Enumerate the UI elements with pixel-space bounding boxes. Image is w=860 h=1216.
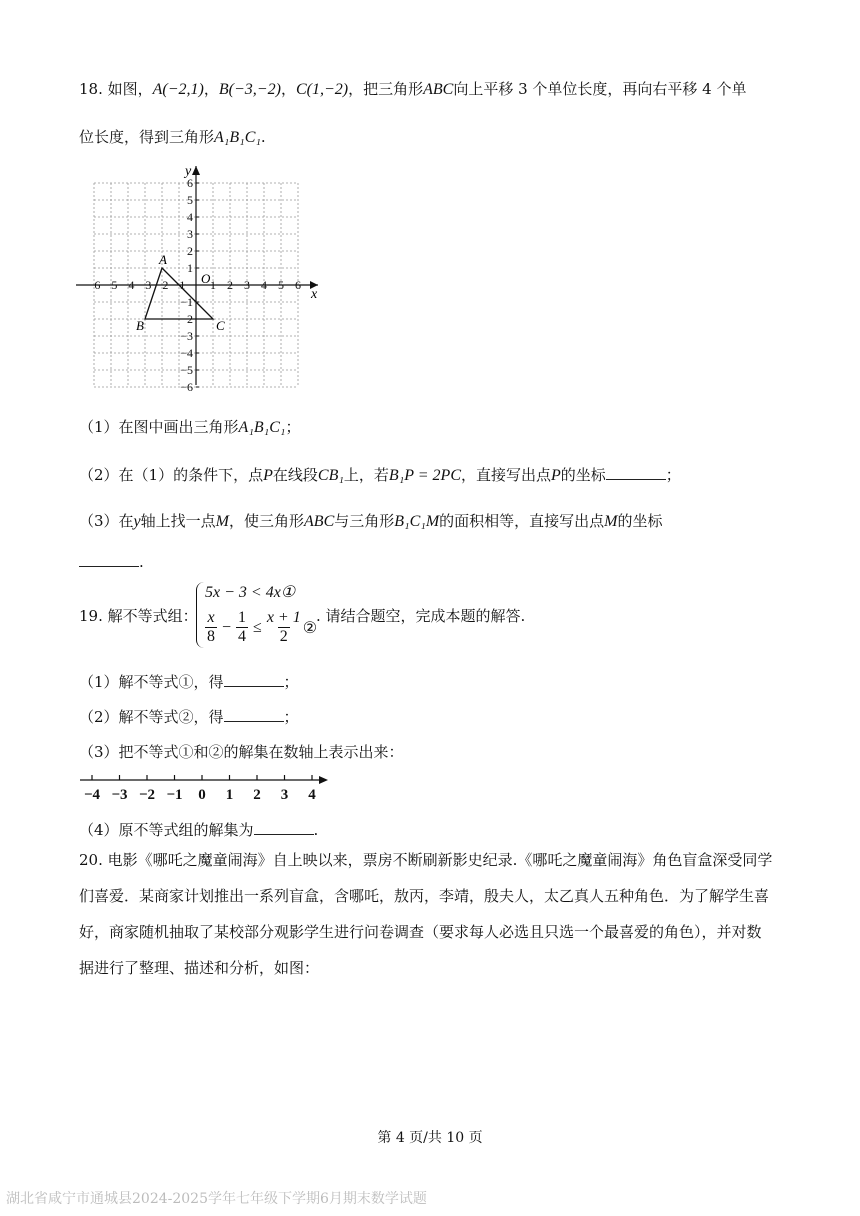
q19-part1 [79, 670, 299, 694]
q19-part3: （3）把不等式①和②的解集在数轴上表示出来： [79, 743, 404, 761]
text: ； [283, 708, 299, 726]
text: 的坐标 [617, 512, 663, 530]
y-tick-label: 1 [187, 261, 193, 275]
number-line-label: −3 [111, 787, 128, 803]
text: 上，若 [343, 466, 389, 484]
q18-line1: 18. 如图，A(−2,1)，B(−3,−2)，C(1,−2)，把三角形ABC向上平移 3 个单位长度，再向右平移 4 个单 [79, 80, 747, 98]
y-tick-label: 3 [187, 227, 193, 241]
x-tick-label: −2 [155, 278, 169, 292]
point-p: P [263, 467, 273, 484]
x-tick-label: 3 [244, 278, 250, 292]
number-line-label: −2 [138, 787, 156, 803]
text: ； [285, 418, 301, 436]
q19-part4 [79, 818, 318, 842]
q18-line2 [79, 125, 266, 150]
origin-label: O [201, 271, 211, 286]
text: . [260, 128, 266, 146]
text: 向上平移 3 个单位长度，再向右平移 4 个单 [453, 80, 747, 98]
minus-sign: − [222, 618, 232, 636]
text: （1）在图中画出三角形 [79, 418, 239, 436]
y-tick-label: −4 [180, 346, 193, 360]
y-tick-label: 6 [187, 176, 193, 190]
text: 如图， [107, 80, 153, 98]
x-tick-label: −1 [172, 278, 186, 292]
y-tick-label: 5 [187, 193, 193, 207]
text: ； [665, 466, 681, 484]
text: （2）在（1）的条件下，点 [79, 466, 264, 484]
triangle-name: B₁C₁M [394, 513, 440, 530]
q18-part1 [79, 415, 300, 440]
y-axis-label: y [185, 164, 192, 179]
y-tick-label: −2 [180, 312, 193, 326]
coordinate-grid-figure [74, 158, 334, 394]
fraction [236, 609, 248, 646]
y-tick-label: −1 [180, 295, 193, 309]
denominator: 4 [238, 628, 247, 645]
answer-blank[interactable] [606, 465, 666, 480]
number-line-label: −1 [166, 787, 183, 803]
text: （1）解不等式①，得 [79, 673, 224, 691]
point-b: B(−3,−2) [218, 81, 281, 98]
text: ，把三角形 [348, 80, 424, 98]
page-footer: 第 4 页/共 10 页 [377, 1130, 483, 1146]
label-a: A [159, 252, 167, 267]
question-number: 18. [79, 80, 103, 98]
text: 的坐标 [560, 466, 606, 484]
y-tick-label: −6 [180, 380, 193, 394]
inequality-2 [205, 609, 317, 646]
y-tick-label: −5 [180, 363, 193, 377]
x-tick-label: −6 [87, 278, 101, 292]
x-tick-label: −4 [121, 278, 135, 292]
triangle-name: A₁B₁C₁ [214, 129, 261, 146]
number-line-label: 4 [308, 787, 316, 803]
text: ； [283, 673, 299, 691]
number-line-label: 2 [253, 787, 261, 803]
denominator: 2 [279, 628, 288, 645]
answer-blank[interactable] [224, 672, 284, 687]
triangle-name: ABC [423, 81, 454, 98]
answer-blank[interactable] [79, 552, 139, 567]
axis-name: y [133, 513, 141, 530]
q20-line4: 据进行了整理、描述和分析，如图： [79, 959, 320, 977]
x-tick-label: −3 [138, 278, 152, 292]
equation: B₁P = 2PC [388, 467, 461, 484]
numerator: 1 [238, 609, 247, 626]
point-c: C(1,−2) [295, 81, 349, 98]
x-tick-label: 1 [210, 278, 216, 292]
x-tick-label: 6 [295, 278, 301, 292]
y-tick-label: 4 [187, 210, 193, 224]
watermark: 湖北省咸宁市通城县2024-2025学年七年级下学期6月期末数学试题 [6, 1191, 427, 1207]
axes [76, 166, 318, 385]
numerator: x [207, 609, 215, 626]
x-tick-label: 5 [278, 278, 284, 292]
text: ，使三角形 [229, 512, 305, 530]
x-tick-label: 2 [227, 278, 233, 292]
text: （4）原不等式组的解集为 [79, 821, 254, 839]
q20-line1: 20. 电影《哪吒之魔童闹海》自上映以来，票房不断刷新影史纪录.《哪吒之魔童闹海》角色盲盒深受同学 [79, 851, 773, 869]
text: 在线段 [272, 466, 318, 484]
denominator: 8 [207, 628, 215, 645]
number-line [76, 768, 336, 804]
point-m: M [215, 513, 229, 530]
text: . [313, 821, 319, 839]
q19-instruction: . 请结合题空，完成本题的解答. [316, 607, 526, 625]
arrow-icon [319, 776, 328, 784]
text: . [139, 553, 144, 571]
number-line-label: 1 [225, 787, 234, 803]
q18-part2 [79, 463, 681, 488]
text: （3）在 [79, 512, 134, 530]
segment: CB₁ [317, 467, 344, 484]
y-tick-label: −3 [180, 329, 193, 343]
triangle-name: A₁B₁C₁ [238, 419, 286, 436]
answer-blank[interactable] [254, 820, 314, 835]
y-arrow-icon [192, 166, 200, 175]
x-tick-label: −5 [104, 278, 118, 292]
point-p: P [551, 467, 561, 484]
text: 的面积相等，直接写出点 [439, 512, 605, 530]
q20-line2: 们喜爱．某商家计划推出一系列盲盒，含哪吒，敖丙，李靖，殷夫人，太乙真人五种角色．为了解学生喜 [79, 887, 770, 905]
number-line-ticks [84, 775, 316, 803]
text: ，直接写出点 [460, 466, 551, 484]
numerator: x + 1 [266, 609, 301, 626]
q18-part3 [79, 509, 663, 534]
fraction [267, 609, 301, 646]
q20-line3: 好，商家随机抽取了某校部分观影学生进行问卷调查（要求每人必选且只选一个最喜爱的角色），并对数 [79, 923, 762, 941]
number-line-label: 3 [280, 787, 289, 803]
text: 轴上找一点 [140, 512, 216, 530]
inequality-1: 5x − 3 < 4x① [205, 584, 296, 601]
point-a: A(−2,1) [152, 81, 204, 98]
fraction [205, 609, 217, 646]
label-b: B [136, 318, 144, 333]
q18-part3-answer [79, 550, 144, 574]
label-c: C [216, 318, 225, 333]
y-tick-label: 2 [187, 244, 193, 258]
answer-blank[interactable] [224, 707, 284, 722]
x-tick-label: 4 [261, 278, 267, 292]
q19-part2 [79, 705, 299, 729]
q19-title: 19. 解不等式组： [79, 607, 198, 625]
le-sign: ≤ [253, 618, 262, 636]
number-line-label: −4 [83, 787, 101, 803]
text: （2）解不等式②，得 [79, 708, 224, 726]
text: 与三角形 [334, 512, 395, 530]
number-line-label: 0 [198, 787, 206, 803]
text: 位长度，得到三角形 [79, 128, 215, 146]
point-m: M [604, 513, 618, 530]
equation-tag: ② [302, 619, 318, 637]
triangle-name: ABC [304, 513, 335, 530]
x-axis-label: x [311, 287, 318, 302]
